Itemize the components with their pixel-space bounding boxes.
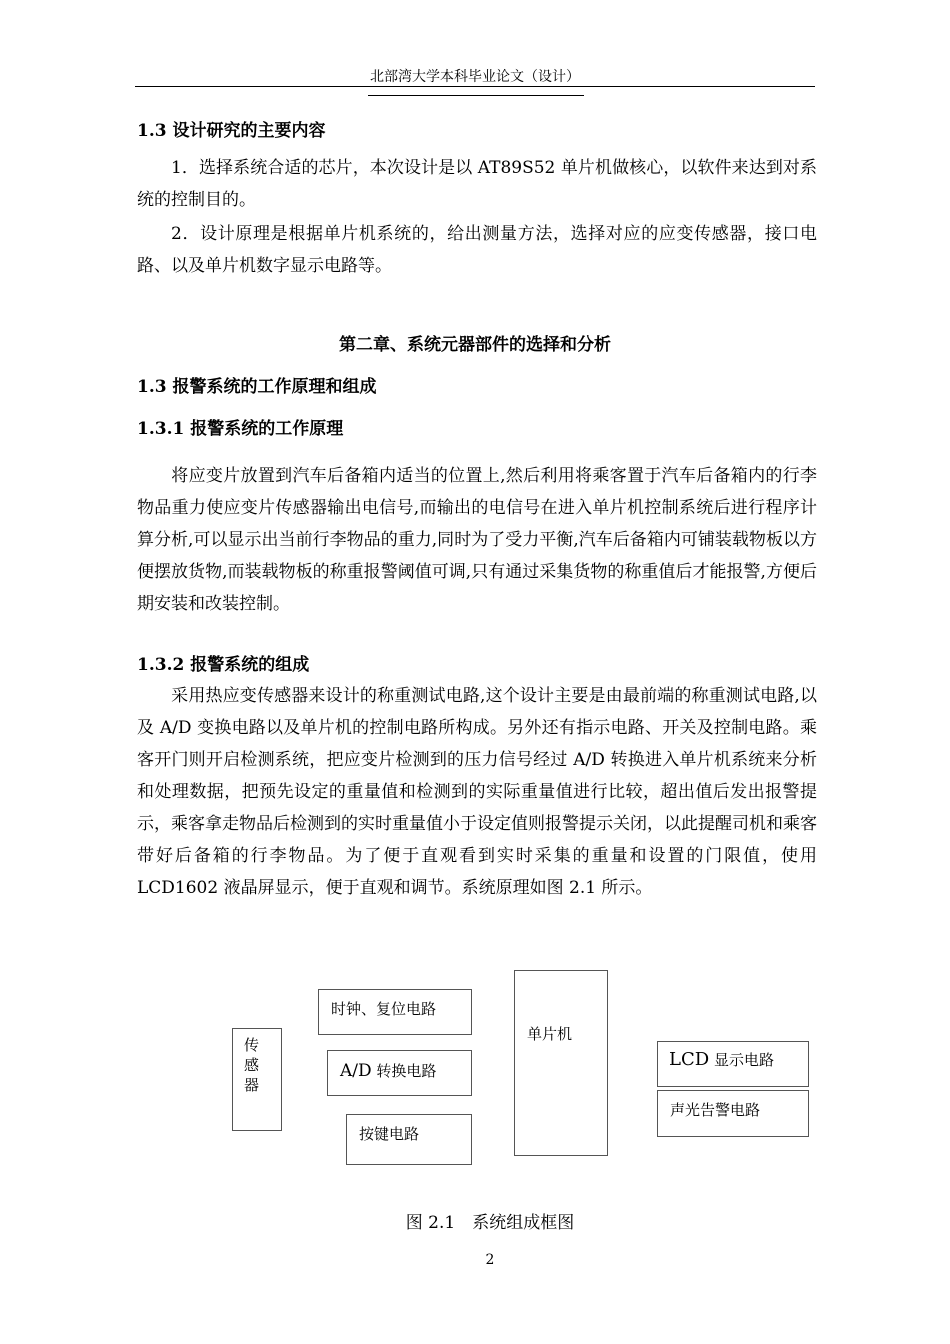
mcu-label: 单片机 <box>527 1025 573 1043</box>
sensor-block <box>232 1028 282 1131</box>
clock-reset-block <box>318 989 472 1035</box>
running-header: 北部湾大学本科毕业论文（设计） <box>370 69 580 85</box>
paragraph-working-principle: 将应变片放置到汽车后备箱内适当的位置上,然后利用将乘客置于汽车后备箱内的行李物品重力使应变片传感器输出电信号,而输出的电信号在进入单片机控制系统后进行程序计算分析,可以显示出当前行李物品的重力,同时为了受力平衡,汽车后备箱内可铺装载物板以方便摆放货物,而装载物板的称重报警阈值可调,只有通过采集货物的称重值后才能报警,方便后期安装和改装控制。 <box>137 466 817 614</box>
mcu-block <box>514 970 608 1156</box>
ad-converter-block <box>327 1050 472 1096</box>
page-number: 2 <box>485 1252 495 1268</box>
lcd-display-block <box>657 1041 809 1087</box>
lcd-display-label: LCD 显示电路 <box>669 1049 774 1070</box>
section-heading-1-3: 1.3 设计研究的主要内容 <box>137 121 326 141</box>
section-heading-1-3-2: 1.3.2 报警系统的组成 <box>137 655 310 675</box>
section-heading-1-3-1: 1.3.1 报警系统的工作原理 <box>137 419 344 439</box>
paragraph-system-composition: 采用热应变传感器来设计的称重测试电路,这个设计主要是由最前端的称重测试电路,以及 A/D 变换电路以及单片机的控制电路所构成。另外还有指示电路、开关及控制电路。乘客开门则开启检测系统，把应变片检测到的压力信号经过 A/D 转换进入单片机系统来分析和处理数据，把预先设定的重量值和检测到的实际重量值进行比较，超出值后发出报警提示，乘客拿走物品后检测到的实时重量值小于设定值则报警提示关闭，以此提醒司机和乘客带好后备箱的行李物品。为了便于直观看到实时采集的重量和设置的门限值，使用 LCD1602 液晶屏显示，便于直观和调节。系统原理如图 2.1 所示。 <box>137 686 817 898</box>
header-rule <box>135 86 815 87</box>
clock-reset-label: 时钟、复位电路 <box>331 1000 437 1018</box>
ad-converter-label: A/D 转换电路 <box>340 1061 437 1081</box>
figure-caption: 图 2.1 系统组成框图 <box>405 1213 575 1233</box>
alarm-label: 声光告警电路 <box>670 1101 761 1119</box>
sensor-label: 传感器 <box>244 1036 260 1094</box>
keypad-label: 按键电路 <box>359 1125 420 1143</box>
keypad-block <box>346 1114 472 1165</box>
section-heading-1-3-alarm: 1.3 报警系统的工作原理和组成 <box>137 377 377 397</box>
list-item-1: 1．选择系统合适的芯片，本次设计是以 AT89S52 单片机做核心，以软件来达到对系统的控制目的。 <box>137 158 817 210</box>
chapter-title: 第二章、系统元器部件的选择和分析 <box>339 335 611 355</box>
header-rule-short <box>368 95 584 96</box>
alarm-block <box>657 1090 809 1137</box>
list-item-2: 2．设计原理是根据单片机系统的，给出测量方法，选择对应的应变传感器，接口电路、以及单片机数字显示电路等。 <box>137 224 817 276</box>
